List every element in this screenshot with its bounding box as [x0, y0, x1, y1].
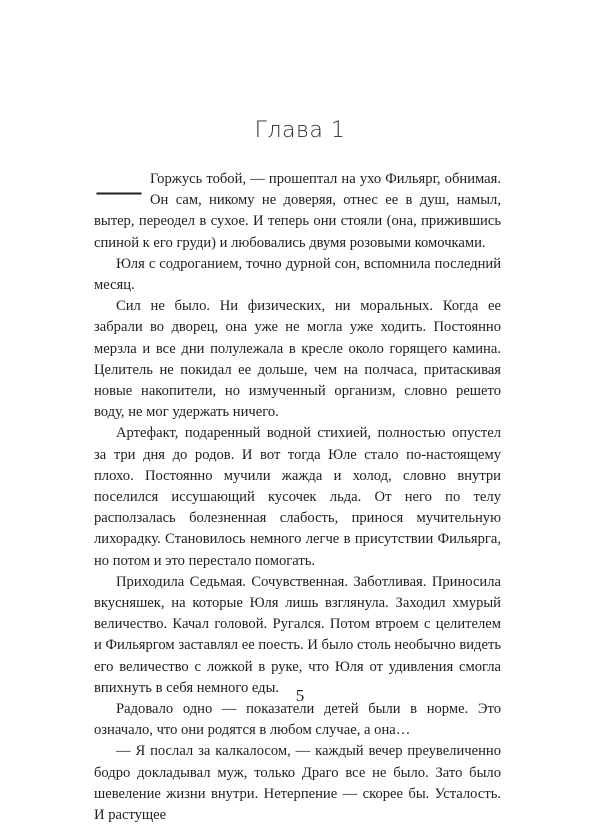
paragraph: Юля с содроганием, точно дурной сон, вспомнила последний месяц. — [94, 255, 501, 294]
body-text — [94, 161, 501, 826]
paragraph: Приходила Седьмая. Сочувственная. Заботливая. Приносила вкусняшек, на которые Юля лишь взглянула. Заходил хмурый величество. Качал головой. Ругался. Потом втроем с целителем и Фильяргом заставлял ее поесть. И было столь необычно видеть его величество с ложкой в руке, что Юля от удивления смогла впихнуть в себя немного еды. — [94, 573, 501, 696]
paragraph: Артефакт, подаренный водной стихией, полностью опустел за три дня до родов. И вот тогда Юле стало по-настоящему плохо. Постоянно мучили жажда и холод, словно внутри поселился иссушающий кусочек льда. От него по телу расползалась болезненная слабость, принося мучительную лихорадку. Становилось немного легче в присутствии Фильярга, но потом и это перестало помогать. — [94, 425, 501, 569]
drop-cap-dash: — — [94, 161, 144, 219]
chapter-title: Глава 1 — [254, 118, 346, 143]
paragraph: — Я послал за калкалосом, — каждый вечер преувеличенно бодро докладывал муж, только Драго все не было. Зато было шевеление жизни внутри. Нетерпение — скорее бы. Усталость. И растущее — [94, 743, 501, 824]
paragraph: — Горжусь тобой, — прошептал на ухо Фильярг, обнимая. Он сам, никому не доверяя, отнес ее в душ, намыл, вытер, переодел в сухое. И теперь они стояли (она, прижившись спиной к его груди) и любовались двумя розовыми комочками. — [94, 161, 501, 251]
paragraph: Радовало одно — показатели детей были в норме. Это означало, что они родятся в любом случае, а она… — [94, 701, 501, 739]
page-number: 5 — [295, 686, 305, 705]
paragraph: Сил не было. Ни физических, ни моральных. Когда ее забрали во дворец, она уже не могла уже ходить. Постоянно мерзла и все дни полулежала в кресле около горящего камина. Целитель не покидал ее дольше, чем на полчаса, притаскивая новые накопители, но измученный организм, словно решето воду, не мог удержать ничего. — [94, 298, 501, 421]
